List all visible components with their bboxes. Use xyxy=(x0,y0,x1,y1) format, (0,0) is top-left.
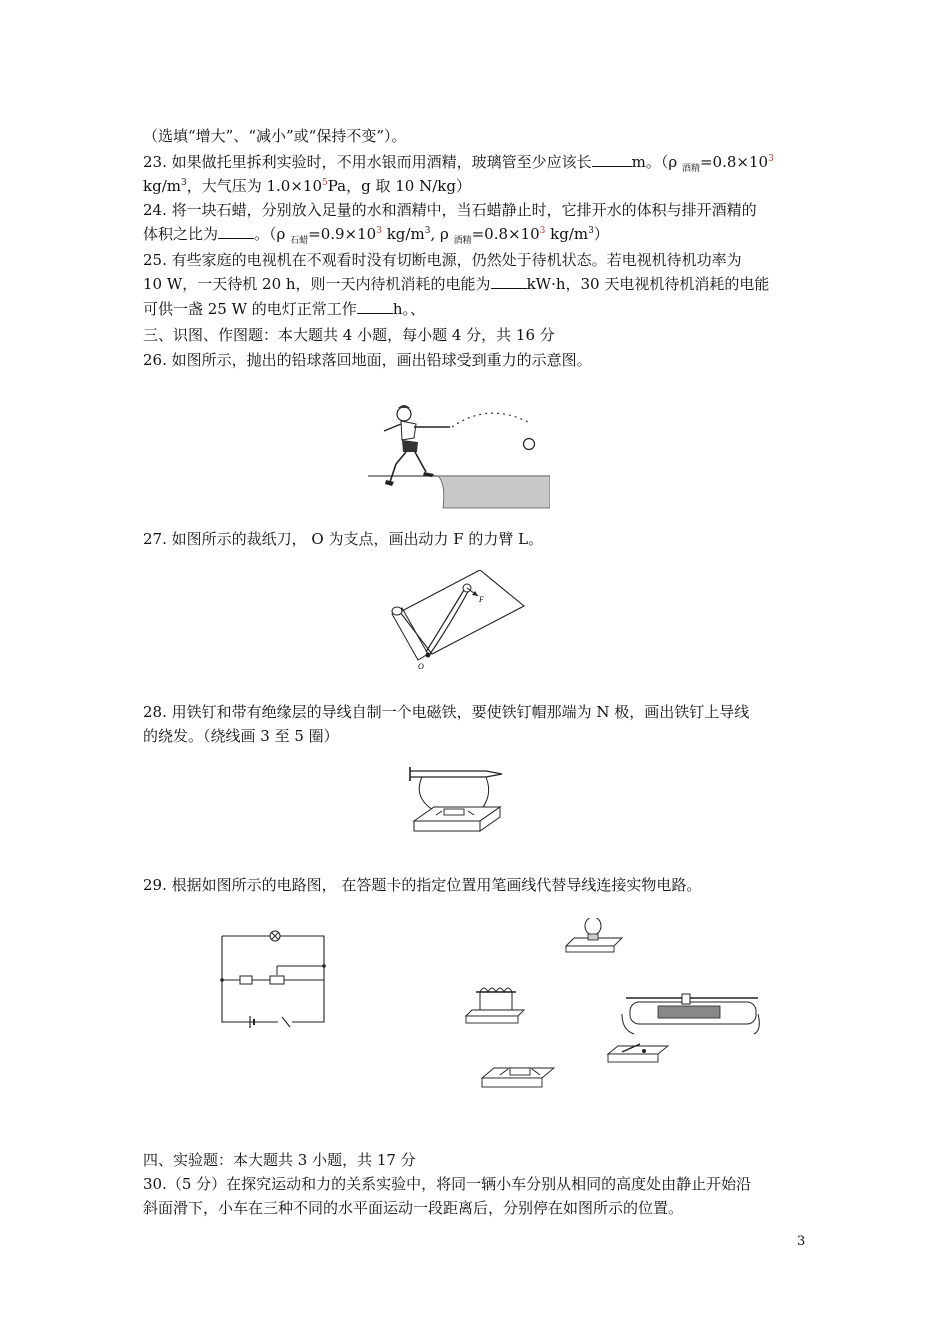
question-23-line2 xyxy=(143,174,813,198)
section-3-heading: 三、识图、作图题：本大题共 4 小题，每小题 4 分，共 16 分 xyxy=(143,326,555,344)
q24-exp1: 3 xyxy=(376,226,382,236)
pivot-label: O xyxy=(418,662,424,670)
battery-icon xyxy=(444,809,464,815)
q24-val2: =0.8×10 xyxy=(471,225,540,243)
rheostat-symbol-icon xyxy=(270,976,284,984)
page-number: 3 xyxy=(797,1234,806,1249)
paper-cutter-figure xyxy=(388,570,528,670)
q23-text-c: =0.8×10 xyxy=(699,153,769,171)
q23-text-a: 23. 如果做托里拆利实验时，不用水银而用酒精，玻璃管至少应该长 xyxy=(143,153,592,171)
q24-text-a: 体积之比为 xyxy=(143,225,219,243)
q24-sub2: 酒精 xyxy=(453,236,472,246)
question-25-line1: 25. 有些家庭的电视机在不观看时没有切断电源，仍然处于待机状态。若电视机待机功率为 xyxy=(143,251,742,269)
q24-val1: =0.9×10 xyxy=(308,225,377,243)
question-25-line2 xyxy=(143,272,813,296)
q23-rho-subscript: 酒精 xyxy=(681,164,700,174)
question-23-line1 xyxy=(143,150,813,174)
q25-text-c: 可供一盏 25 W 的电灯正常工作 xyxy=(143,300,357,318)
q24-end: ） xyxy=(593,225,609,243)
battery-on-board-icon xyxy=(482,1068,554,1087)
q23-answer-blank[interactable] xyxy=(592,150,632,167)
question-24-line2 xyxy=(143,222,813,246)
q23-pressure-exp: 5 xyxy=(321,178,328,188)
question-24-line1: 24. 将一块石蜡，分别放入足量的水和酒精中，当石蜡静止时，它排开水的体积与排开酒精的 xyxy=(143,201,757,219)
resistor-symbol-icon xyxy=(240,976,252,984)
q23-text-b: m。（ρ xyxy=(631,153,682,171)
q24-unit2-sup: 3 xyxy=(588,226,594,236)
q25-answer-blank-1[interactable] xyxy=(491,272,527,289)
sliding-rheostat-icon xyxy=(622,994,759,1034)
q23-exponent: 3 xyxy=(768,154,774,164)
athlete-icon xyxy=(384,405,450,486)
q25-text-a: 10 W，一天待机 20 h，则一天内待机消耗的电能为 xyxy=(143,275,491,293)
q24-exp2: 3 xyxy=(539,226,546,236)
q24-unit1-sup: 3 xyxy=(424,226,431,236)
circuit-diagram xyxy=(214,928,330,1028)
question-30-line1: 30.（5 分）在探究运动和力的关系实验中，将同一辆小车分别从相同的高度处由静止开始沿 xyxy=(143,1175,752,1193)
question-28-line1: 28. 用铁钉和带有绝缘层的导线自制一个电磁铁，要使铁钉帽那端为 N 极，画出铁钉上导线 xyxy=(143,703,750,721)
question-29: 29. 根据如图所示的电路图， 在答题卡的指定位置用笔画线代替导线连接实物电路。 xyxy=(143,876,702,894)
force-label: F xyxy=(479,595,484,604)
q25-text-b: kW·h，30 天电视机待机消耗的电能 xyxy=(526,275,770,293)
q24-answer-blank[interactable] xyxy=(218,222,254,239)
q25-text-d: h。、 xyxy=(392,300,425,318)
coil-on-board-icon xyxy=(466,988,524,1023)
question-30-line2: 斜面滑下，小车在三种不同的水平面运动一段距离后，分别停在如图所示的位置。 xyxy=(143,1199,684,1217)
q23-unit-sup: 3 xyxy=(180,178,187,188)
shot-put-figure xyxy=(368,398,550,510)
q24-sub1: 石蜡 xyxy=(290,236,309,246)
q23-unit: kg/m xyxy=(143,177,181,195)
question-26: 26. 如图所示，抛出的铅球落回地面，画出铅球受到重力的示意图。 xyxy=(143,351,592,369)
q24-unit2: kg/m xyxy=(545,225,589,243)
q23-pressure-end: Pa，g 取 10 N/kg） xyxy=(327,177,471,195)
question-27: 27. 如图所示的裁纸刀， O 为支点，画出动力 F 的力臂 L。 xyxy=(143,530,544,548)
question-25-line3 xyxy=(143,297,813,321)
q23-pressure: ，大气压为 1.0×10 xyxy=(186,177,322,195)
electromagnet-figure xyxy=(408,763,504,841)
q24-text-b: 。（ρ xyxy=(254,225,291,243)
q22-continuation: （选填“增大”、“减小”或“保持不变”）。 xyxy=(143,127,407,145)
lamp-on-board-icon xyxy=(566,918,622,952)
q24-sep: , ρ xyxy=(430,225,454,243)
question-28-line2: 的绕发。（绕线画 3 至 5 圈） xyxy=(143,727,339,745)
physical-components xyxy=(462,918,772,1096)
shot-ball-icon xyxy=(524,439,535,450)
switch-on-board-icon xyxy=(608,1044,668,1062)
section-4-heading: 四、实验题：本大题共 3 小题，共 17 分 xyxy=(143,1151,416,1169)
q25-answer-blank-2[interactable] xyxy=(357,297,393,314)
q24-unit1: kg/m xyxy=(381,225,425,243)
